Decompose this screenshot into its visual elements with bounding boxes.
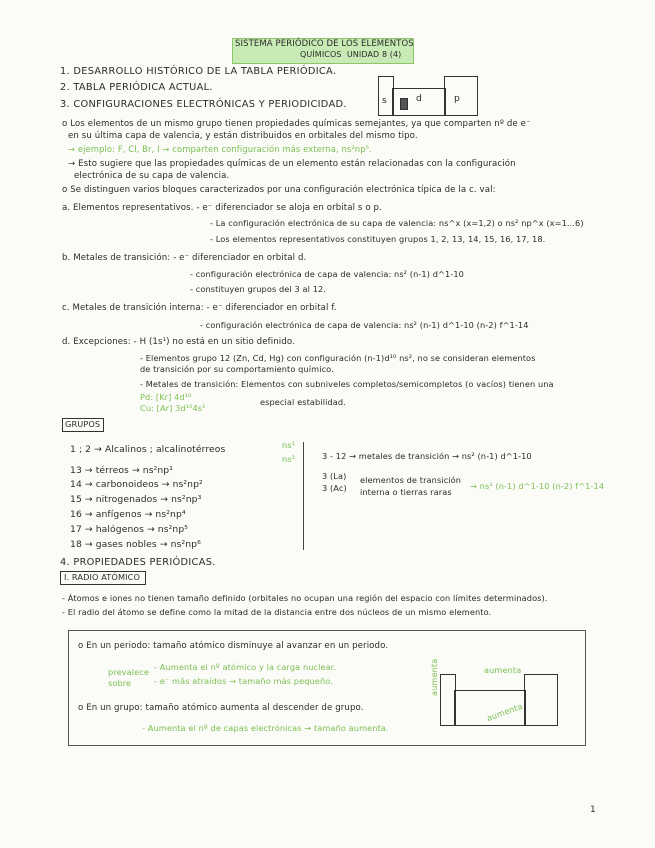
body-line: → ejemplo: F, Cl, Br, I → comparten configuración más externa, ns²np⁵. [68,144,372,154]
group-line: 1 ; 2 → Alcalinos ; alcalinotérreos [70,444,226,455]
group-right-line: 3 - 12 → metales de transición → ns² (n-1) d^1-10 [322,451,532,461]
section-line: sobre [108,678,132,688]
block-d-label: d [416,93,422,104]
group-line: 14 → carbonoideos → ns²np² [70,479,203,490]
body-line: - Elementos grupo 12 (Zn, Cd, Hg) con configuración (n-1)d¹⁰ ns², no se consideran elementos [140,353,536,363]
block-p-label: p [454,93,460,104]
group-right-line: 3 (La) [322,471,347,481]
body-line: → Esto sugiere que las propiedades químicas de un elemento están relacionadas con la configuración [68,159,516,169]
outline-item-1: 1. DESARROLLO HISTÓRICO DE LA TABLA PERIÓDICA. [60,66,337,77]
body-line: - configuración electrónica de capa de valencia: ns² (n-1) d^1-10 [190,269,464,279]
group-line: 16 → anfígenos → ns²np⁴ [70,509,186,520]
body-line: - configuración electrónica de capa de valencia: ns² (n-1) d^1-10 (n-2) f^1-14 [200,320,529,330]
body-line: de transición por su comportamiento químico. [140,364,334,374]
group-line: 13 → térreos → ns²np¹ [70,465,174,476]
section-line: - El radio del átomo se define como la mitad de la distancia entre dos núcleos de un mismo elemento. [62,607,492,617]
body-line: electrónica de su capa de valencia. [74,171,230,181]
body-line: d. Excepciones: - H (1s¹) no está en un sitio definido. [62,337,295,347]
section-heading: 4. PROPIEDADES PERIÓDICAS. [60,557,216,568]
body-line: - Los elementos representativos constituyen grupos 1, 2, 13, 14, 15, 16, 17, 18. [210,234,546,244]
subheading: I. RADIO ATÓMICO [64,572,140,582]
radius-trend-diagram [429,658,570,730]
body-line: o Se distinguen varios bloques caracterizados por una configuración electrónica típica de la c. val: [62,185,496,195]
outline-item-3: 3. CONFIGURACIONES ELECTRÓNICAS Y PERIODICIDAD. [60,99,347,110]
groups-divider [303,442,304,550]
block-s-label: s [382,95,387,106]
section-line: - Aumenta el nº de capas electrónicas → tamaño aumenta. [142,723,389,733]
section-line: o En un periodo: tamaño atómico disminuye al avanzar en un periodo. [78,641,389,651]
section-line: prevalece [108,667,150,677]
groups-heading: GRUPOS [65,419,101,429]
page-subtitle [300,51,401,60]
body-line: - Metales de transición: Elementos con subniveles completos/semicompletos (o vacíos) tienen una [140,379,554,389]
periodic-table-sketch [378,76,478,116]
section-line: - Aumenta el nº atómico y la carga nuclear. [154,662,337,672]
section-line: - e⁻ más atraídos → tamaño más pequeño. [154,676,333,686]
group-line: 17 → halógenos → ns²np⁵ [70,524,189,535]
body-line: - constituyen grupos del 3 al 12. [190,284,327,294]
group-right-line: → ns² (n-1) d^1-10 (n-2) f^1-14 [470,481,605,491]
group-right-line: 3 (Ac) [322,483,347,493]
body-line: especial estabilidad. [260,397,346,407]
body-line: - La configuración electrónica de su capa de valencia: ns^x (x=1,2) o ns² np^x (x=1...6) [210,218,584,228]
outline-item-2: 2. TABLA PERIÓDICA ACTUAL. [60,82,213,93]
trend-label: aumenta [429,658,439,696]
group-branch: ns² [282,454,296,464]
body-line: c. Metales de transición interna: - e⁻ diferenciador en orbital f. [62,303,337,313]
page-number: 1 [590,805,596,815]
section-line: o En un grupo: tamaño atómico aumenta al descender de grupo. [78,703,364,713]
group-line: 15 → nitrogenados → ns²np³ [70,494,202,505]
group-right-line: interna o tierras raras [360,487,452,497]
group-right-line: elementos de transición [360,475,462,485]
page-title: SISTEMA PERIÓDICO DE LOS ELEMENTOS [235,39,414,49]
body-line: Cu: [Ar] 3d¹⁰4s¹ [140,403,206,413]
title-word: QUÍMICOS [300,50,342,59]
section-line: - Átomos e iones no tienen tamaño definido (orbitales no ocupan una región del espacio con límites determinados). [62,593,548,603]
body-line: a. Elementos representativos. - e⁻ diferenciador se aloja en orbital s o p. [62,203,382,213]
body-line: b. Metales de transición: - e⁻ diferenciador en orbital d. [62,253,307,263]
body-line: o Los elementos de un mismo grupo tienen propiedades químicas semejantes, ya que comparten nº de e⁻ [62,119,531,129]
group-line: 18 → gases nobles → ns²np⁶ [70,539,201,550]
unit-label: UNIDAD 8 (4) [346,50,402,59]
body-line: en su última capa de valencia, y están distribuidos en orbitales del mismo tipo. [68,131,418,141]
trend-label: aumenta [484,665,522,675]
trend-label: aumenta [485,700,524,724]
group-branch: ns¹ [282,440,296,450]
body-line: Pd: [Kr] 4d¹⁰ [140,392,192,402]
